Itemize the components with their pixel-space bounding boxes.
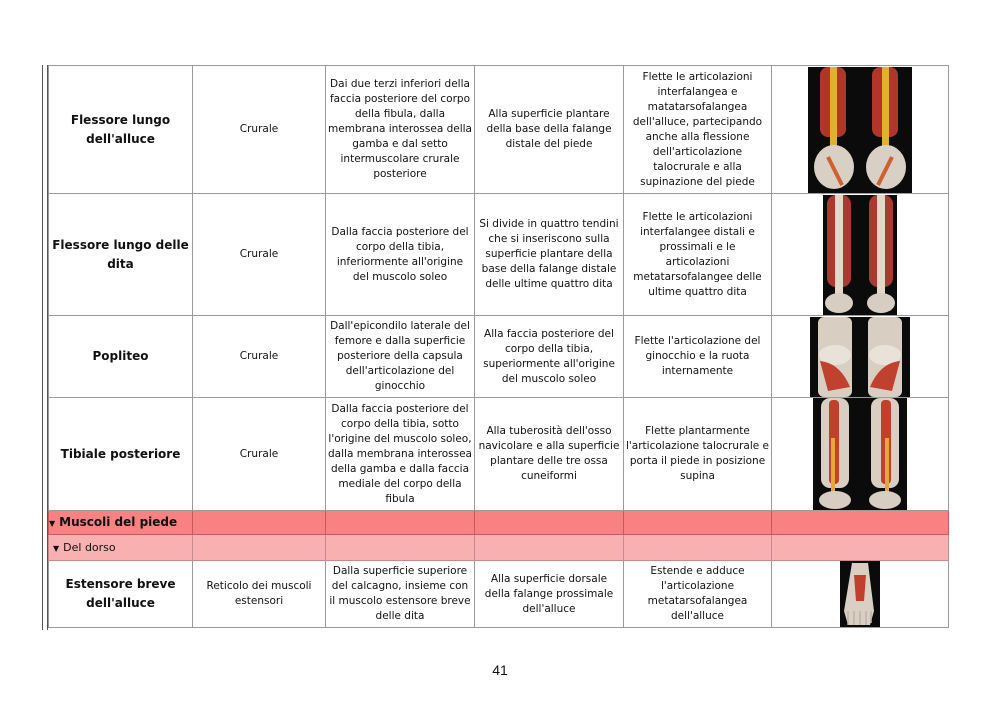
subsection-label: Del dorso [63,540,116,554]
anatomy-image-cell [772,66,949,194]
muscle-insertion: Alla superficie dorsale della falange prossimale dell'alluce [475,561,624,628]
anatomy-image-cell [772,398,949,511]
table-row [49,398,949,511]
anatomy-image-cell [772,194,949,316]
page-number: 41 [492,662,508,678]
muscle-name: Estensore breve dell'alluce [49,561,193,628]
table-row [49,194,949,316]
triangle-down-icon[interactable]: ▼ [49,518,56,528]
subsection-header-cell [49,535,193,561]
muscle-region: Crurale [193,398,326,511]
muscle-origin: Dalla faccia posteriore del corpo della tibia, sotto l'origine del muscolo soleo, dalla membrana interossea della gamba e dalla faccia mediale del corpo della fibula [326,398,475,511]
muscle-origin: Dalla faccia posteriore del corpo della tibia, inferiormente all'origine del muscolo soleo [326,194,475,316]
anatomy-image-cell [772,316,949,398]
muscle-name: Flessore lungo delle dita [49,194,193,316]
muscle-name: Popliteo [49,316,193,398]
muscle-action: Flette le articolazioni interfalangee distali e prossimali e le articolazioni metatarsofalangee delle ultime quattro dita [624,194,772,316]
section-header-cell [49,511,193,535]
muscle-action: Estende e adduce l'articolazione metatarsofalangea dell'alluce [624,561,772,628]
legs-flexor-digitorum-image [823,195,897,315]
muscle-insertion: Alla faccia posteriore del corpo della tibia, superiormente all'origine del muscolo soleo [475,316,624,398]
muscle-action: Flette plantarmente l'articolazione talocrurale e porta il piede in posizione supina [624,398,772,511]
table-row [49,561,949,628]
muscle-origin: Dai due terzi inferiori della faccia posteriore del corpo della fibula, dalla membrana interossea della gamba e dal setto intermuscolare crurale posteriore [326,66,475,194]
table-row [49,66,949,194]
muscle-insertion: Si divide in quattro tendini che si inseriscono sulla superficie plantare della base della falange distale delle ultime quattro dita [475,194,624,316]
muscle-region: Crurale [193,194,326,316]
muscle-action: Flette le articolazioni interfalangea e matatarsofalangea dell'alluce, partecipando anche alla flessione dell'articolazione talocrurale e alla supinazione del piede [624,66,772,194]
foot-extensor-hallucis-brevis-image [840,561,880,627]
muscle-insertion: Alla superficie plantare della base della falange distale del piede [475,66,624,194]
muscle-origin: Dalla superficie superiore del calcagno, insieme con il muscolo estensore breve delle dita [326,561,475,628]
muscle-region: Crurale [193,66,326,194]
legs-flexor-hallucis-image [808,67,912,193]
section-label: Muscoli del piede [59,514,178,529]
muscle-origin: Dall'epicondilo laterale del femore e dalla superficie posteriore della capsula dell'articolazione del ginocchio [326,316,475,398]
muscle-region: Crurale [193,316,326,398]
muscle-region: Reticolo dei muscoli estensori [193,561,326,628]
knee-popliteus-image [810,317,910,397]
subsection-header-row [49,535,949,561]
muscle-insertion: Alla tuberosità dell'osso navicolare e alla superficie plantare delle tre ossa cuneiformi [475,398,624,511]
muscle-name: Flessore lungo dell'alluce [49,66,193,194]
anatomy-image-cell [772,561,949,628]
legs-tibialis-posterior-image [813,398,907,510]
triangle-down-icon[interactable]: ▼ [53,543,60,553]
muscle-action: Flette l'articolazione del ginocchio e la ruota internamente [624,316,772,398]
muscle-table [48,65,949,628]
table-row [49,316,949,398]
section-header-row [49,511,949,535]
muscle-name: Tibiale posteriore [49,398,193,511]
